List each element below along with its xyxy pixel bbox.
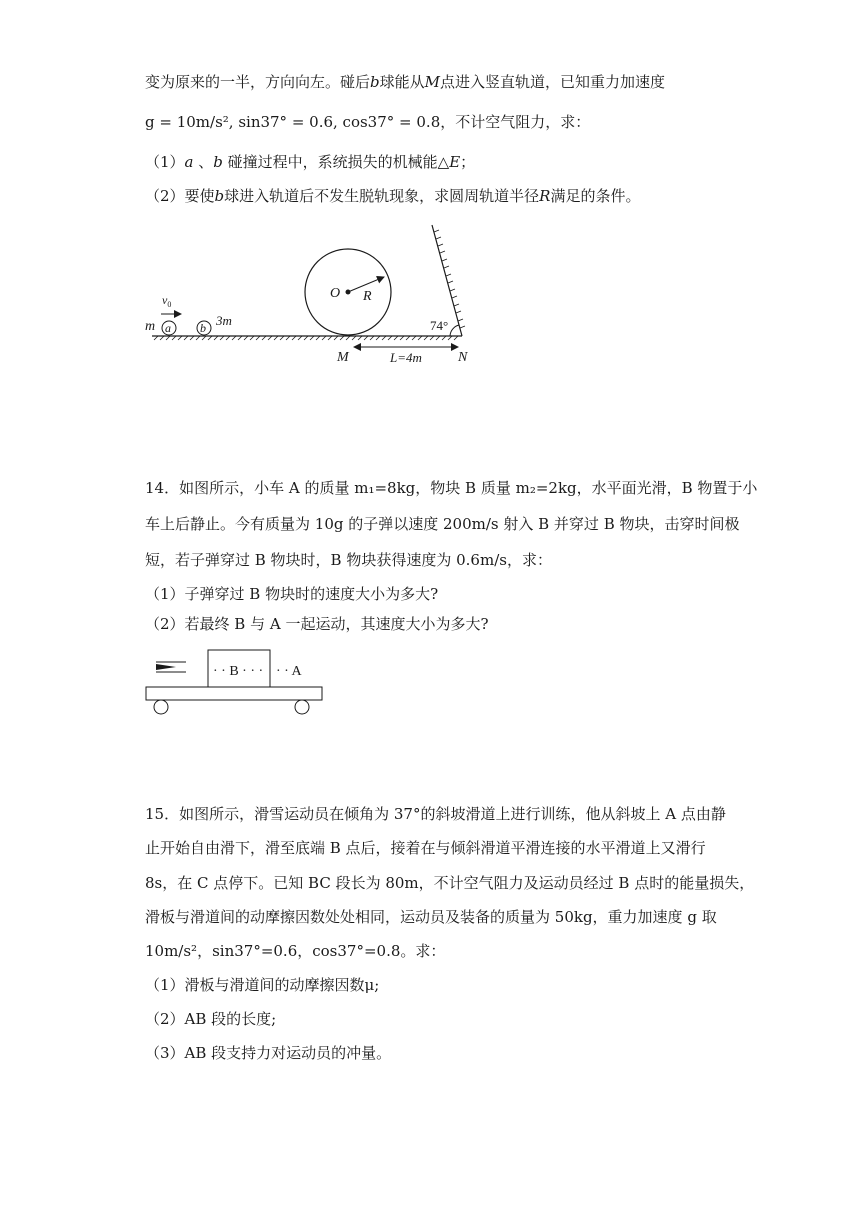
angle-arc: [450, 325, 459, 336]
angle-label: 74°: [430, 318, 449, 333]
ball-a-label: a: [165, 321, 171, 335]
q14-subquestion-2: （2）若最终 B 与 A 一起运动，其速度大小为多大?: [145, 615, 489, 633]
loop-track-figure: [140, 215, 490, 375]
q15-line-2: 止开始自由滑下，滑至底端 B 点后，接着在与倾斜滑道平滑连接的水平滑道上又滑行: [145, 839, 706, 857]
q15-subquestion-2: （2）AB 段的长度;: [145, 1010, 277, 1028]
cart-A: [146, 687, 322, 700]
q13-line-2: g = 10m/s², sin37° = 0.6, cos37° = 0.8，不计空气阻力，求：: [145, 113, 591, 131]
mass-a-label: m: [145, 319, 156, 334]
q15-subquestion-1: （1）滑板与滑道间的动摩擦因数μ;: [145, 976, 380, 994]
mass-b-label: 3m: [216, 313, 232, 328]
q15-line-3: 8s，在 C 点停下。已知 BC 段长为 80m，不计空气阻力及运动员经过 B 点时的能量损失，: [145, 874, 755, 892]
q14-line-1: 14．如图所示，小车 A 的质量 m₁=8kg，物块 B 质量 m₂=2kg，水平面光滑，B 物置于小: [145, 479, 758, 497]
ball-b-label: b: [200, 321, 206, 335]
q15-subquestion-3: （3）AB 段支持力对运动员的冲量。: [145, 1044, 392, 1062]
radius-label: R: [363, 289, 372, 304]
bullet-icon: [156, 664, 176, 670]
q14-subquestion-1: （1）子弹穿过 B 物块时的速度大小为多大?: [145, 585, 439, 603]
q13-subquestion-1: （1）a 、b 碰撞过程中，系统损失的机械能△E；: [145, 153, 476, 171]
q15-line-1: 15．如图所示，滑雪运动员在倾角为 37°的斜坡滑道上进行训练，他从斜坡上 A 点由静: [145, 805, 726, 823]
cart-A-label: · · A: [276, 664, 302, 679]
q14-line-2: 车上后静止。今有质量为 10g 的子弹以速度 200m/s 射入 B 并穿过 B 物块，击穿时间极: [145, 515, 740, 533]
wheel-right: [295, 700, 309, 714]
ground-hatching: [154, 336, 458, 340]
q13-subquestion-2: （2）要使b球进入轨道后不发生脱轨现象，求圆周轨道半径R满足的条件。: [145, 187, 641, 205]
center-label: O: [330, 286, 341, 301]
block-B-label: · · B · · ·: [213, 664, 264, 679]
q15-line-5: 10m/s²，sin37°=0.6，cos37°=0.8。求：: [145, 942, 446, 960]
q15-line-4: 滑板与滑道间的动摩擦因数处处相同，运动员及装备的质量为 50kg，重力加速度 g 取: [145, 908, 717, 926]
wheel-left: [154, 700, 168, 714]
q14-line-3: 短，若子弹穿过 B 物块时，B 物块获得速度为 0.6m/s，求：: [145, 551, 552, 569]
q13-line-1: 变为原来的一半，方向向左。碰后b球能从M点进入竖直轨道，已知重力加速度: [145, 73, 666, 91]
cart-block-figure: [140, 642, 340, 720]
distance-label: L=4m: [390, 350, 422, 365]
point-N-label: N: [458, 350, 468, 365]
wall-hatching: [434, 230, 465, 328]
point-M-label: M: [337, 350, 349, 365]
velocity-label: $v_0$: [162, 293, 172, 309]
